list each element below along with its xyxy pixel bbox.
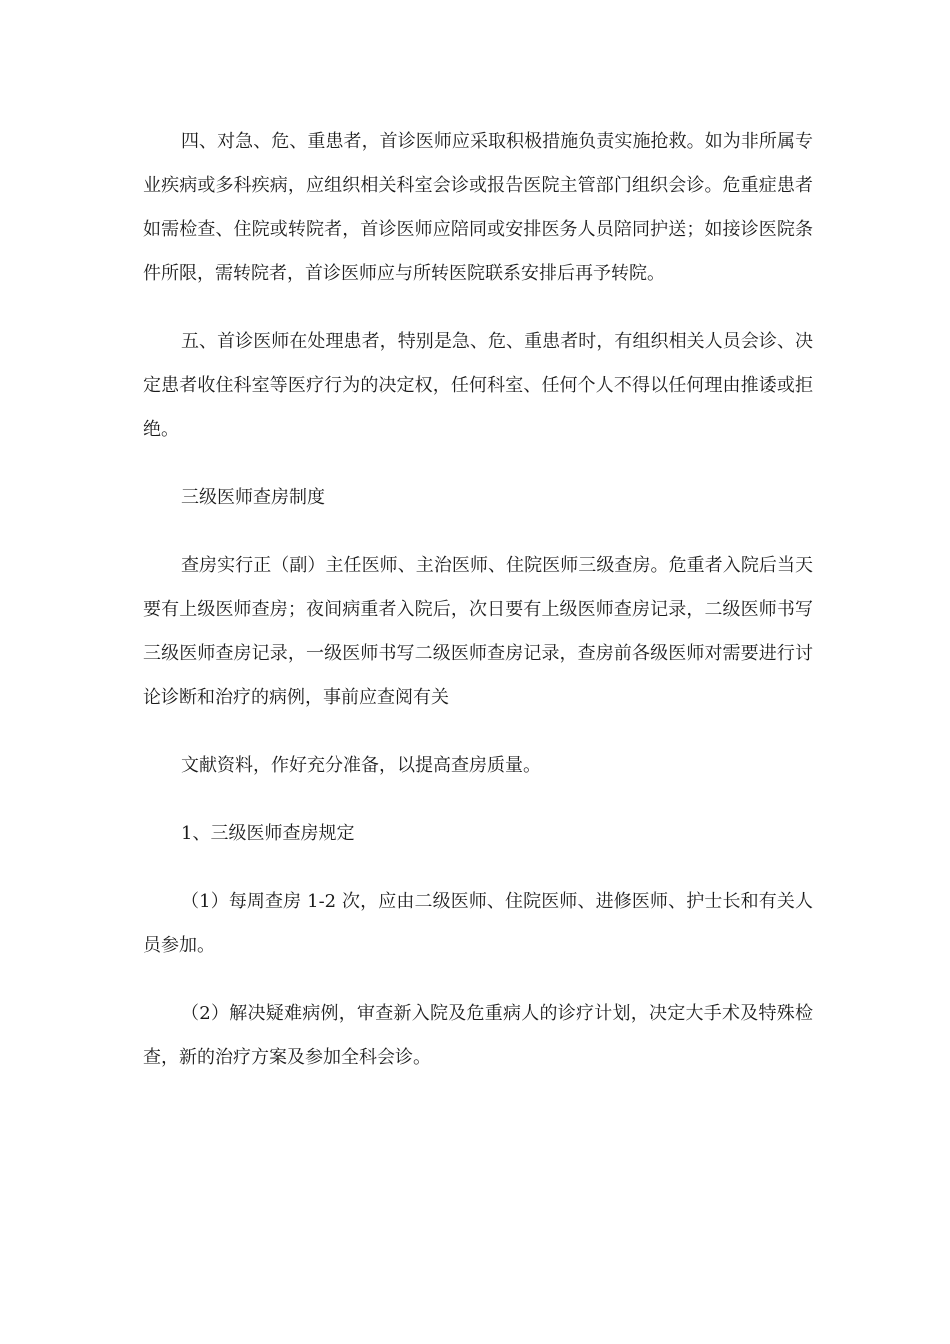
section-heading-three-level-rounds: 三级医师查房制度 — [181, 487, 325, 508]
subheading-rounds-rules: 1、三级医师查房规定 — [181, 823, 355, 844]
document-body — [143, 120, 813, 1104]
list-item-rule-2: （2）解决疑难病例，审查新入院及危重病人的诊疗计划，决定大手术及特殊检查，新的治疗方案及参加全科会诊。 — [143, 1003, 813, 1068]
paragraph-rounds-preparation: 文献资料，作好充分准备，以提高查房质量。 — [181, 755, 541, 776]
paragraph-rounds-overview: 查房实行正（副）主任医师、主治医师、住院医师三级查房。危重者入院后当天要有上级医师查房；夜间病重者入院后，次日要有上级医师查房记录，二级医师书写三级医师查房记录，一级医师书写二级医师查房记录，查房前各级医师对需要进行讨论诊断和治疗的病例，事前应查阅有关 — [143, 555, 813, 708]
paragraph-decision-authority: 五、首诊医师在处理患者，特别是急、危、重患者时，有组织相关人员会诊、决定患者收住科室等医疗行为的决定权，任何科室、任何个人不得以任何理由推诿或拒绝。 — [143, 331, 813, 440]
list-item-rule-1: （1）每周查房 1-2 次，应由二级医师、住院医师、进修医师、护士长和有关人员参加。 — [143, 891, 813, 956]
paragraph-emergency-rescue: 四、对急、危、重患者，首诊医师应采取积极措施负责实施抢救。如为非所属专业疾病或多科疾病，应组织相关科室会诊或报告医院主管部门组织会诊。危重症患者如需检查、住院或转院者，首诊医师应陪同或安排医务人员陪同护送；如接诊医院条件所限，需转院者，首诊医师应与所转医院联系安排后再予转院。 — [143, 131, 813, 284]
